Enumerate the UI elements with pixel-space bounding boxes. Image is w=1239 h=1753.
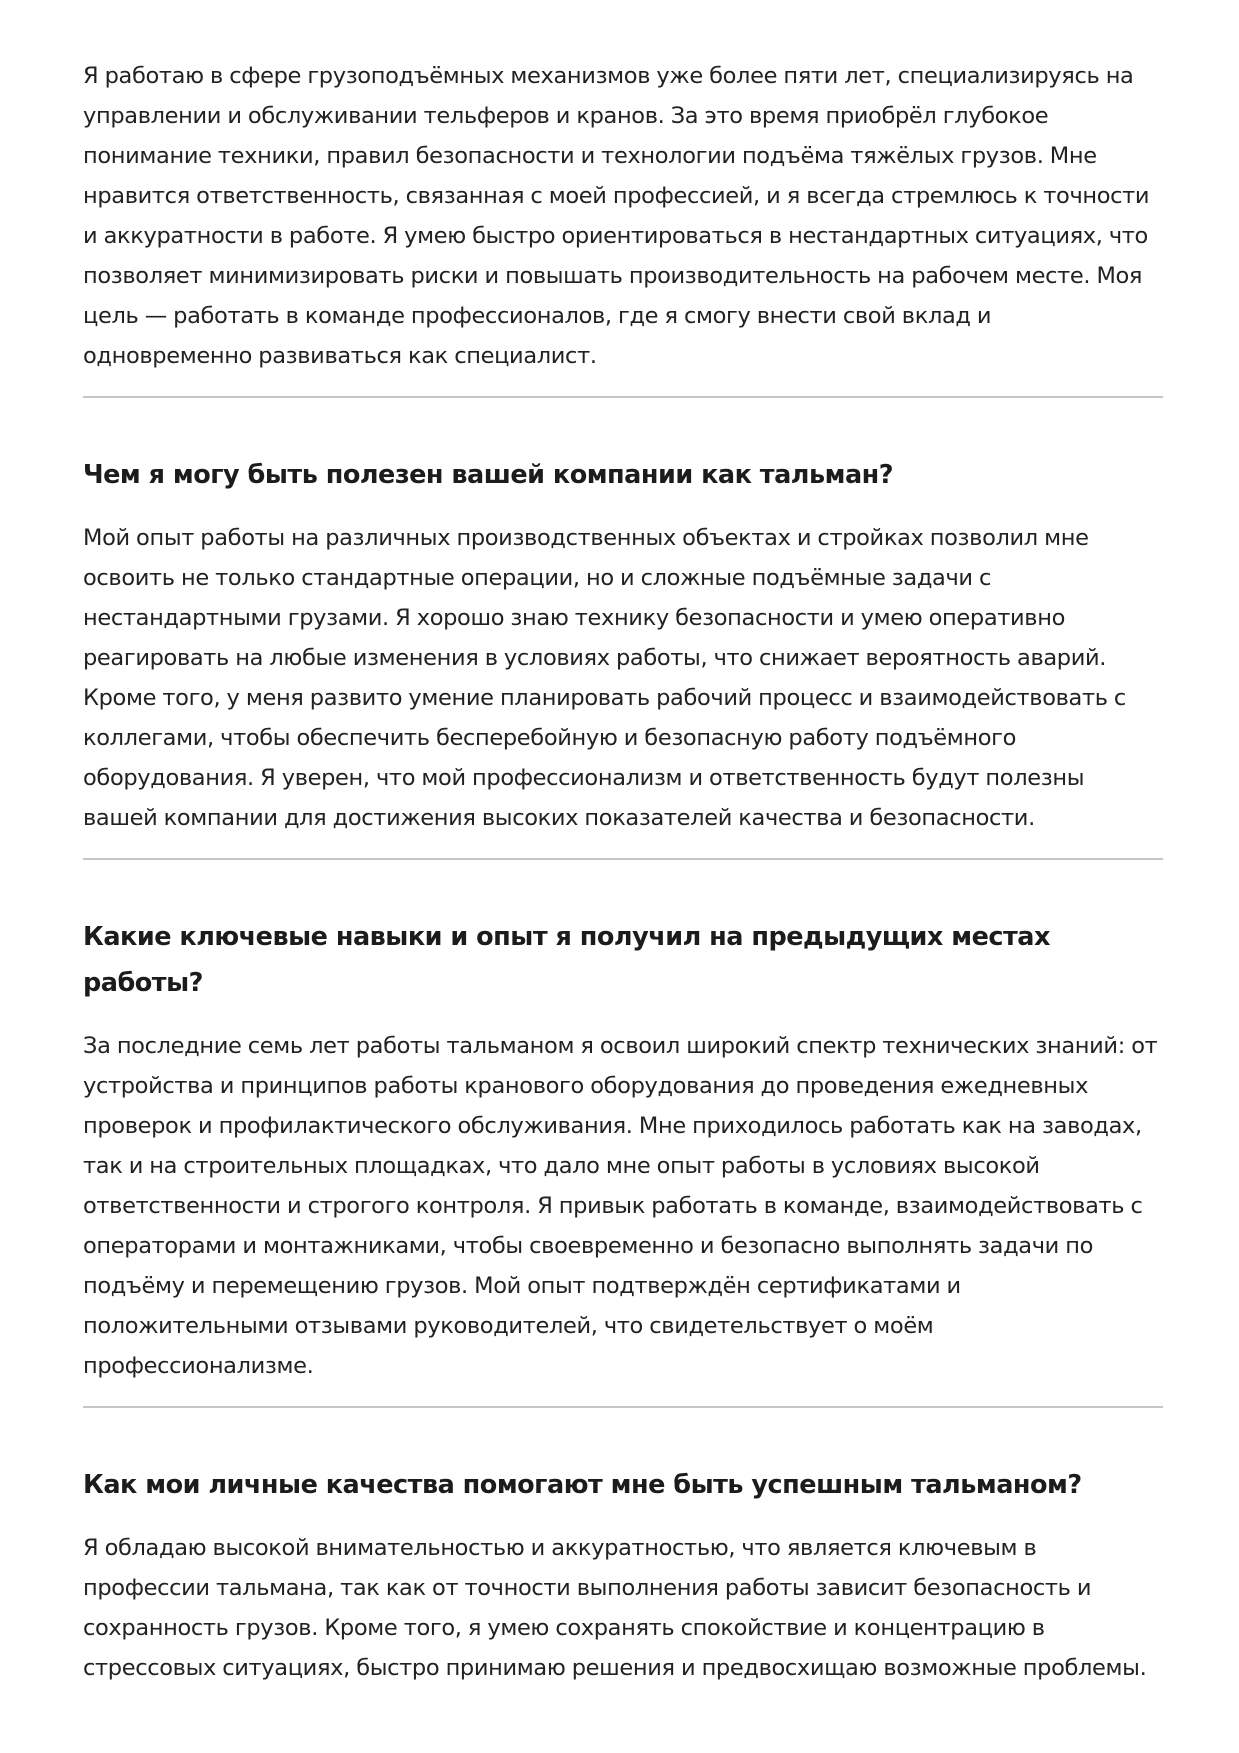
section-heading: Как мои личные качества помогают мне быть успешным тальманом? (83, 1470, 1082, 1500)
document-body (83, 56, 1163, 1688)
section-paragraph: За последние семь лет работы тальманом я освоил широкий спектр технических знаний: от устройства и принципов работы кранового оборудования до проведения ежедневных проверок и профилактического обслуживания. Мне приходилось работать как на заводах, так и на строительных площадках, что дало мне опыт работы в условиях высокой ответственности и строгого контроля. Я привык работать в команде, взаимодействовать с операторами и монтажниками, чтобы своевременно и безопасно выполнять задачи по подъёму и перемещению грузов. Мой опыт подтверждён сертификатами и положительными отзывами руководителей, что свидетельствует о моём профессионализме. (83, 1033, 1158, 1379)
section-skills-experience (83, 914, 1163, 1386)
section-divider (83, 858, 1163, 860)
section-personal-qualities (83, 1462, 1163, 1688)
section-heading: Чем я могу быть полезен вашей компании как тальман? (83, 460, 894, 490)
section-divider (83, 396, 1163, 398)
section-usefulness (83, 452, 1163, 838)
intro-paragraph: Я работаю в сфере грузоподъёмных механизмов уже более пяти лет, специализируясь на управлении и обслуживании тельферов и кранов. За это время приобрёл глубокое понимание техники, правил безопасности и технологии подъёма тяжёлых грузов. Мне нравится ответственность, связанная с моей профессией, и я всегда стремлюсь к точности и аккуратности в работе. Я умею быстро ориентироваться в нестандартных ситуациях, что позволяет минимизировать риски и повышать производительность на рабочем месте. Моя цель — работать в команде профессионалов, где я смогу внести свой вклад и одновременно развиваться как специалист. (83, 63, 1150, 369)
section-paragraph: Мой опыт работы на различных производственных объектах и стройках позволил мне освоить не только стандартные операции, но и сложные подъёмные задачи с нестандартными грузами. Я хорошо знаю технику безопасности и умею оперативно реагировать на любые изменения в условиях работы, что снижает вероятность аварий. Кроме того, у меня развито умение планировать рабочий процесс и взаимодействовать с коллегами, чтобы обеспечить бесперебойную и безопасную работу подъёмного оборудования. Я уверен, что мой профессионализм и ответственность будут полезны вашей компании для достижения высоких показателей качества и безопасности. (83, 525, 1126, 831)
section-paragraph: Я обладаю высокой внимательностью и аккуратностью, что является ключевым в профессии тальмана, так как от точности выполнения работы зависит безопасность и сохранность грузов. Кроме того, я умею сохранять спокойствие и концентрацию в стрессовых ситуациях, быстро принимаю решения и предвосхищаю возможные проблемы. (83, 1535, 1147, 1681)
section-divider (83, 1406, 1163, 1408)
section-heading: Какие ключевые навыки и опыт я получил на предыдущих местах работы? (83, 922, 1050, 998)
